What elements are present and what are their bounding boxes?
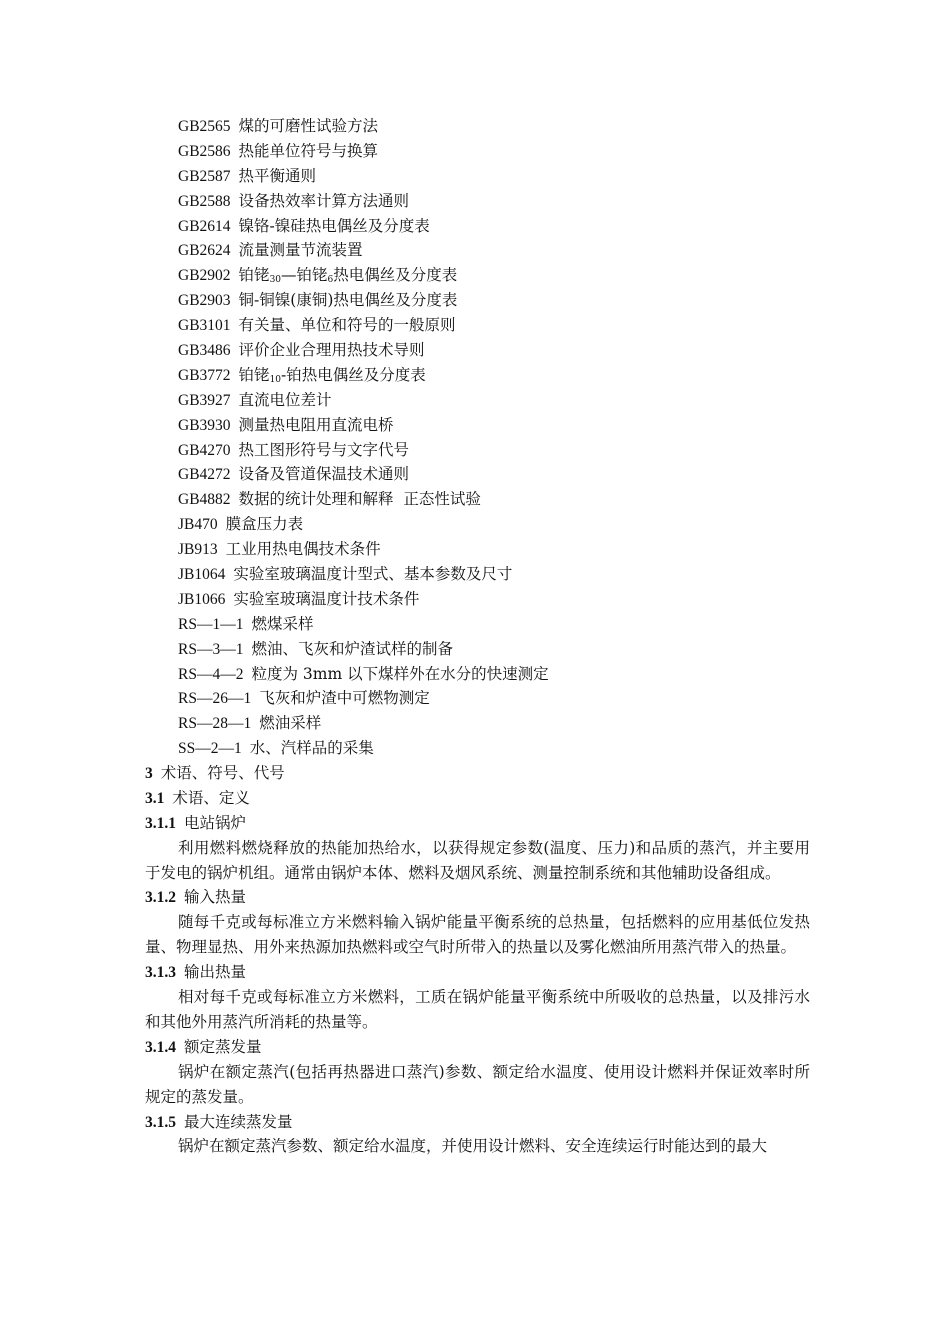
reference-code: GB2624 [178, 242, 231, 260]
reference-item [178, 612, 818, 637]
reference-item [178, 637, 818, 662]
reference-title: 燃油、飞灰和炉渣试样的制备 [251, 639, 453, 658]
reference-title: 燃煤采样 [251, 614, 314, 633]
term-number: 3.1.4 [145, 1038, 176, 1056]
reference-code: RS—4—2 [178, 665, 244, 683]
reference-code: JB470 [178, 516, 218, 534]
term-title: 输出热量 [184, 963, 247, 982]
reference-code: RS—1—1 [178, 615, 244, 633]
reference-title: 膜盒压力表 [225, 515, 304, 534]
reference-subscript: 6 [327, 275, 334, 286]
reference-code: GB2902 [178, 267, 231, 285]
term-heading [145, 1035, 810, 1060]
reference-item [178, 686, 818, 711]
term-definition: 随每千克或每标准立方米燃料输入锅炉能量平衡系统的总热量，包括燃料的应用基低位发热量、物理显热、用外来热源加热燃料或空气时所带入的热量以及雾化燃油所用蒸汽带入的热量。 [145, 913, 810, 957]
reference-code: RS—26—1 [178, 690, 252, 708]
reference-item [178, 338, 818, 363]
reference-code: JB913 [178, 541, 218, 559]
term-heading [145, 811, 810, 836]
reference-code: RS—28—1 [178, 715, 252, 733]
reference-item [178, 462, 818, 487]
reference-code: GB3930 [178, 416, 231, 434]
reference-code: GB3772 [178, 366, 231, 384]
reference-code: GB4272 [178, 466, 231, 484]
reference-code: GB2588 [178, 192, 231, 210]
reference-item [178, 487, 818, 512]
reference-title: 煤的可磨性试验方法 [238, 117, 379, 135]
reference-item [178, 263, 818, 288]
reference-code: GB3101 [178, 317, 231, 335]
reference-item [178, 438, 818, 463]
reference-item [178, 388, 818, 413]
reference-title: 设备热效率计算方法通则 [238, 191, 410, 210]
reference-title-part: 热电偶丝及分度表 [333, 266, 458, 285]
term-number: 3.1.3 [145, 964, 176, 982]
reference-item [178, 214, 818, 239]
reference-title: 有关量、单位和符号的一般原则 [238, 316, 456, 335]
reference-title: 燃油采样 [259, 714, 322, 733]
reference-title: 实验室玻璃温度计技术条件 [233, 589, 420, 608]
reference-title: 水、汽样品的采集 [249, 739, 374, 758]
reference-code: GB3927 [178, 391, 231, 409]
term-definition: 锅炉在额定蒸汽参数、额定给水温度，并使用设计燃料、安全连续运行时能达到的最大 [178, 1137, 768, 1156]
term-definition: 相对每千克或每标准立方米燃料，工质在锅炉能量平衡系统中所吸收的总热量，以及排污水和其他外用蒸汽所消耗的热量等。 [145, 988, 810, 1031]
reference-code: GB2586 [178, 142, 231, 160]
reference-title: 热工图形符号与文字代号 [238, 440, 410, 459]
reference-item [178, 512, 818, 537]
reference-code: GB4270 [178, 441, 231, 459]
reference-item [178, 662, 818, 687]
reference-title: 评价企业合理用热技术导则 [238, 341, 425, 360]
reference-title: 流量测量节流装置 [238, 241, 363, 260]
reference-item [178, 114, 818, 139]
reference-code: GB4882 [178, 491, 231, 509]
section-title: 术语、符号、代号 [160, 764, 285, 782]
reference-title: 粒度为 3mm 以下煤样外在水分的快速测定 [251, 664, 549, 683]
reference-item [178, 313, 818, 338]
term-heading [145, 1110, 810, 1135]
reference-title: 热平衡通则 [238, 166, 317, 185]
reference-title-part: 铂铑 [238, 266, 270, 285]
reference-item [178, 562, 818, 587]
reference-item [178, 413, 818, 438]
term-number: 3.1.1 [145, 814, 176, 832]
reference-item [178, 164, 818, 189]
section-heading [145, 761, 810, 786]
section-number: 3.1 [145, 789, 165, 807]
reference-title-part: -铂热电偶丝及分度表 [281, 365, 426, 384]
term-heading [145, 885, 810, 910]
reference-subscript: 10 [269, 374, 282, 385]
reference-title: 数据的统计处理和解释 正态性试验 [238, 490, 481, 509]
reference-item [178, 139, 818, 164]
reference-title: 工业用热电偶技术条件 [225, 540, 381, 559]
section-heading [145, 786, 810, 811]
reference-code: JB1064 [178, 566, 226, 584]
reference-code: SS—2—1 [178, 740, 242, 758]
reference-title: 测量热电阻用直流电桥 [238, 415, 394, 434]
reference-item [178, 363, 818, 388]
term-definition: 利用燃料燃烧释放的热能加热给水，以获得规定参数(温度、压力)和品质的蒸汽，并主要用于发电的锅炉机组。通常由锅炉本体、燃料及烟风系统、测量控制系统和其他辅助设备组成。 [145, 838, 810, 882]
normative-references-list [178, 114, 818, 761]
reference-item [178, 189, 818, 214]
reference-code: GB2565 [178, 118, 231, 135]
reference-subscript: 30 [269, 275, 282, 286]
reference-item [178, 288, 818, 313]
reference-item [178, 711, 818, 736]
reference-code: RS—3—1 [178, 640, 244, 658]
reference-title-part: 铂铑 [238, 365, 270, 384]
reference-code: GB2587 [178, 167, 231, 185]
reference-code: GB2903 [178, 292, 231, 310]
reference-code: JB1066 [178, 590, 226, 608]
term-title: 电站锅炉 [184, 813, 247, 832]
reference-title: 热能单位符号与换算 [238, 141, 379, 160]
reference-title: 镍铬-镍硅热电偶丝及分度表 [238, 216, 430, 235]
section-number: 3 [145, 765, 153, 782]
reference-item [178, 537, 818, 562]
reference-code: GB2614 [178, 217, 231, 235]
reference-title: 飞灰和炉渣中可燃物测定 [259, 689, 430, 708]
reference-title: 铜-铜镍(康铜)热电偶丝及分度表 [238, 291, 458, 310]
term-number: 3.1.5 [145, 1113, 176, 1131]
reference-code: GB3486 [178, 342, 231, 360]
reference-title: 设备及管道保温技术通则 [238, 465, 410, 484]
reference-item [178, 587, 818, 612]
term-title: 最大连续蒸发量 [184, 1112, 293, 1131]
reference-item [178, 736, 818, 761]
term-heading [145, 960, 810, 985]
reference-title-part: —铂铑 [281, 266, 328, 285]
term-number: 3.1.2 [145, 889, 176, 907]
term-definition: 锅炉在额定蒸汽(包括再热器进口蒸汽)参数、额定给水温度、使用设计燃料并保证效率时所规定的蒸发量。 [145, 1062, 810, 1106]
reference-item [178, 238, 818, 263]
term-title: 输入热量 [184, 888, 247, 907]
term-title: 额定蒸发量 [184, 1037, 262, 1056]
reference-title: 实验室玻璃温度计型式、基本参数及尺寸 [233, 565, 513, 584]
section-title: 术语、定义 [172, 788, 250, 807]
reference-title: 直流电位差计 [238, 390, 332, 409]
terms-section [145, 761, 810, 1159]
